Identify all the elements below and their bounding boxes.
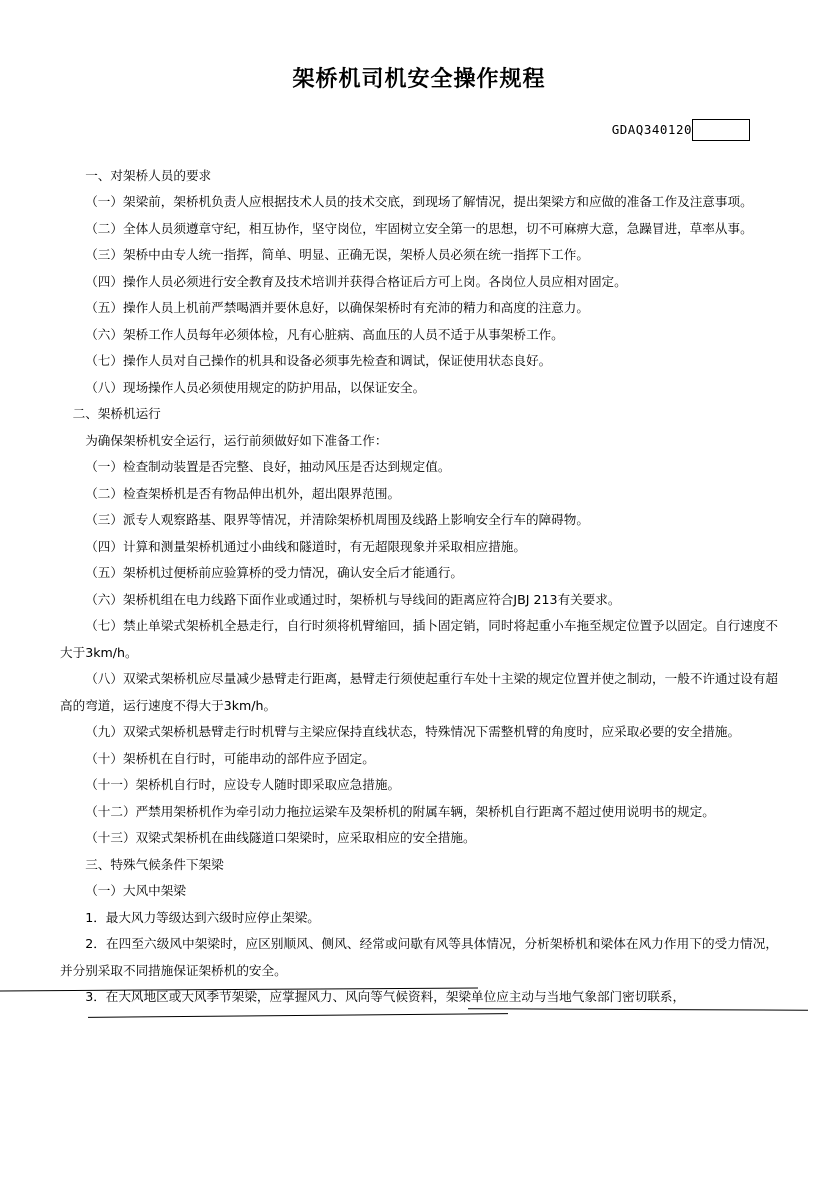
- paragraph-2-12: （十二）严禁用架桥机作为牵引动力拖拉运梁车及架桥机的附属车辆，架桥机自行距离不超过使用说明书的规定。: [85, 803, 715, 819]
- paragraph-section1-heading: 一、对架桥人员的要求: [85, 167, 212, 183]
- paragraph-2-6: （六）架桥机组在电力线路下面作业或通过时，架桥机与导线间的距离应符合JBJ 213有关要求。: [85, 591, 621, 607]
- paragraph-3-1-3: 3．在大风地区或大风季节架梁，应掌握风力、风向等气候资料，架梁单位应主动与当地气象部门密切联系，: [85, 989, 686, 1005]
- paragraph-2-9: （九）双梁式架桥机悬臂走行时机臂与主梁应保持直线状态，特殊情况下需整机臂的角度时，应采取必要的安全措施。: [85, 724, 741, 740]
- paragraph-1-6: （六）架桥工作人员每年必须体检，凡有心脏病、高血压的人员不适于从事架桥工作。: [85, 326, 564, 342]
- paragraph-2-10: （十）架桥机在自行时，可能串动的部件应予固定。: [85, 750, 375, 766]
- paragraph-1-5: （五）操作人员上机前严禁喝酒并要休息好，以确保架桥时有充沛的精力和高度的注意力。: [85, 300, 589, 316]
- paragraph-2-3: （三）派专人观察路基、限界等情况，并清除架桥机周围及线路上影响安全行车的障碍物。: [85, 512, 589, 528]
- document-code-label: GDAQ340120: [611, 122, 692, 138]
- paragraph-section3-heading: 三、特殊气候条件下架梁: [85, 856, 224, 872]
- paragraph-2-1: （一）检查制动装置是否完整、良好，抽动风压是否达到规定值。: [85, 459, 451, 475]
- paragraph-2-2: （二）检查架桥机是否有物品伸出机外，超出限界范围。: [85, 485, 401, 501]
- paragraph-2-11: （十一）架桥机自行时，应设专人随时即采取应急措施。: [85, 777, 401, 793]
- document-content: [60, 0, 778, 1011]
- paragraph-1-4: （四）操作人员必须进行安全教育及技术培训并获得合格证后方可上岗。各岗位人员应相对固定。: [85, 273, 627, 289]
- paragraph-2-8: （八）双梁式架桥机应尽量减少悬臂走行距离，悬臂走行须使起重行车处十主梁的规定位置并使之制动，一般不许通过设有超高的弯道，运行速度不得大于3km/h。: [60, 671, 778, 713]
- paragraph-3-1-2: 2．在四至六级风中架梁时，应区别顺风、侧风、经常或问歇有风等具体情况，分析架桥机和梁体在风力作用下的受力情况，并分别采取不同措施保证架桥机的安全。: [60, 936, 778, 978]
- paragraph-1-7: （七）操作人员对自己操作的机具和设备必须事先检查和调试，保证使用状态良好。: [85, 353, 552, 369]
- paragraph-3-1: （一）大风中架梁: [85, 883, 186, 899]
- paragraph-2-5: （五）架桥机过便桥前应验算桥的受力情况，确认安全后才能通行。: [85, 565, 463, 581]
- document-code-row: [60, 119, 778, 141]
- paragraph-1-3: （三）架桥中由专人统一指挥，简单、明显、正确无误，架桥人员必须在统一指挥下工作。: [85, 247, 589, 263]
- annotation-strikethrough-line-2: [88, 1013, 508, 1018]
- paragraph-2-13: （十三）双梁式架桥机在曲线隧道口架梁时，应采取相应的安全措施。: [85, 830, 476, 846]
- document-code-input[interactable]: [692, 119, 750, 141]
- paragraph-1-1: （一）架梁前，架桥机负责人应根据技术人员的技术交底，到现场了解情况，提出架梁方和应做的准备工作及注意事项。: [85, 194, 753, 210]
- paragraph-section2-heading: 二、架桥机运行: [72, 406, 161, 422]
- document-body: [60, 163, 778, 1011]
- paragraph-2-7: （七）禁止单梁式架桥机全悬走行，自行时须将机臂缩回，插卜固定销，同时将起重小车拖至规定位置予以固定。自行速度不大于3km/h。: [60, 618, 778, 660]
- paragraph-2-4: （四）计算和测量架桥机通过小曲线和隧道时，有无超限现象并采取相应措施。: [85, 538, 526, 554]
- page-title: 架桥机司机安全操作规程: [292, 67, 546, 92]
- paragraph-3-1-1: 1．最大风力等级达到六级时应停止架梁。: [85, 909, 320, 925]
- paragraph-2-intro: 为确保架桥机安全运行，运行前须做好如下准备工作：: [85, 432, 388, 448]
- paragraph-1-2: （二）全体人员须遵章守纪，相互协作，坚守岗位，牢固树立安全第一的思想，切不可麻痹大意，急躁冒进，草率从事。: [85, 220, 753, 236]
- paragraph-1-8: （八）现场操作人员必须使用规定的防护用品，以保证安全。: [85, 379, 426, 395]
